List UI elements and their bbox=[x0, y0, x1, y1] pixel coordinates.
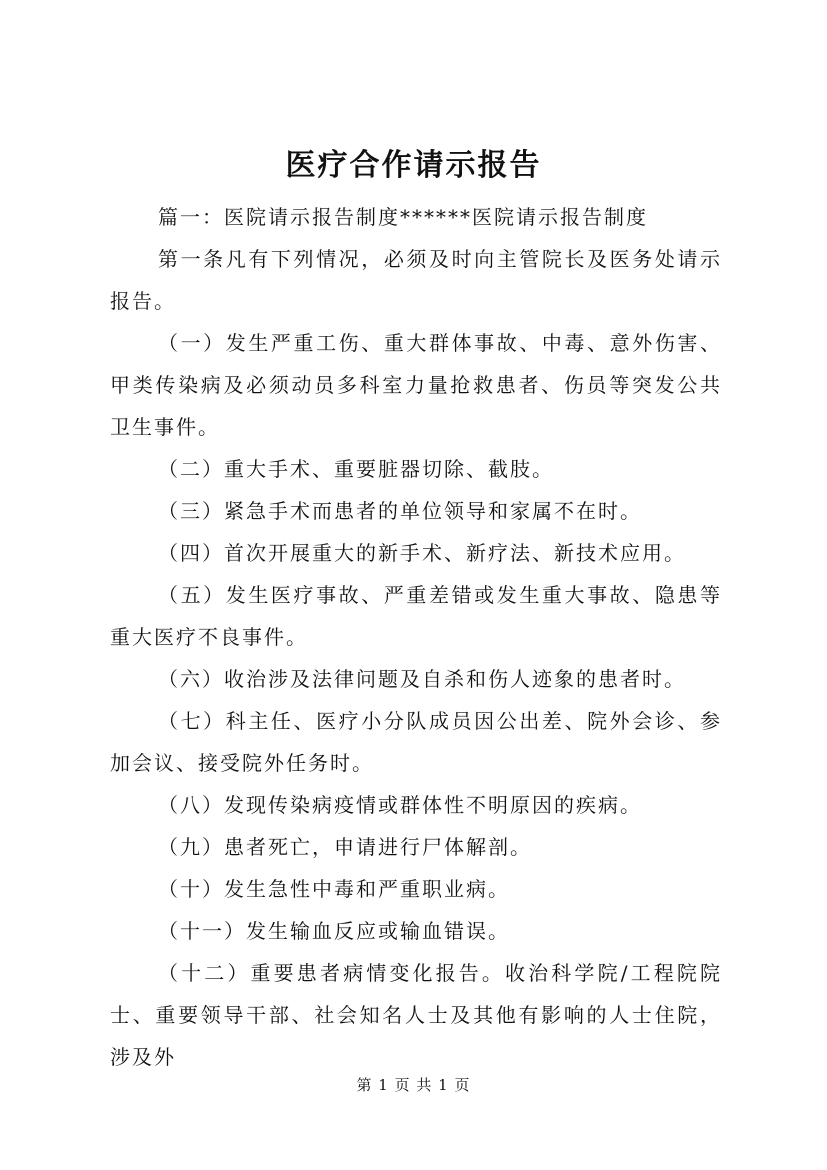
page-number-footer: 第 1 页 共 1 页 bbox=[356, 1076, 471, 1094]
paragraph: （十二）重要患者病情变化报告。收治科学院/工程院院士、重要领导干部、社会知名人士及其他有影响的人士住院，涉及外 bbox=[110, 961, 722, 1069]
paragraph: （五）发生医疗事故、严重差错或发生重大事故、隐患等重大医疗不良事件。 bbox=[110, 583, 722, 649]
paragraph: （十）发生急性中毒和严重职业病。 bbox=[158, 877, 510, 901]
paragraph: 篇一：医院请示报告制度******医院请示报告制度 bbox=[158, 205, 648, 229]
document-title: 医疗合作请示报告 bbox=[285, 148, 542, 183]
paragraph: （七）科主任、医疗小分队成员因公出差、院外会诊、参加会议、接受院外任务时。 bbox=[110, 709, 722, 775]
paragraph: （四）首次开展重大的新手术、新疗法、新技术应用。 bbox=[158, 541, 686, 565]
paragraph: （三）紧急手术而患者的单位领导和家属不在时。 bbox=[158, 499, 642, 523]
paragraph: 第一条凡有下列情况，必须及时向主管院长及医务处请示报告。 bbox=[110, 247, 722, 313]
paragraph: （六）收治涉及法律问题及自杀和伤人迹象的患者时。 bbox=[158, 667, 686, 691]
paragraph: （九）患者死亡，申请进行尸体解剖。 bbox=[158, 835, 532, 859]
paragraph: （一）发生严重工伤、重大群体事故、中毒、意外伤害、甲类传染病及必须动员多科室力量抢救患者、伤员等突发公共卫生事件。 bbox=[110, 331, 722, 439]
paragraph: （二）重大手术、重要脏器切除、截肢。 bbox=[158, 457, 554, 481]
paragraph: （八）发现传染病疫情或群体性不明原因的疾病。 bbox=[158, 793, 642, 817]
paragraph: （十一）发生输血反应或输血错误。 bbox=[158, 919, 510, 943]
document-body bbox=[110, 196, 722, 1078]
